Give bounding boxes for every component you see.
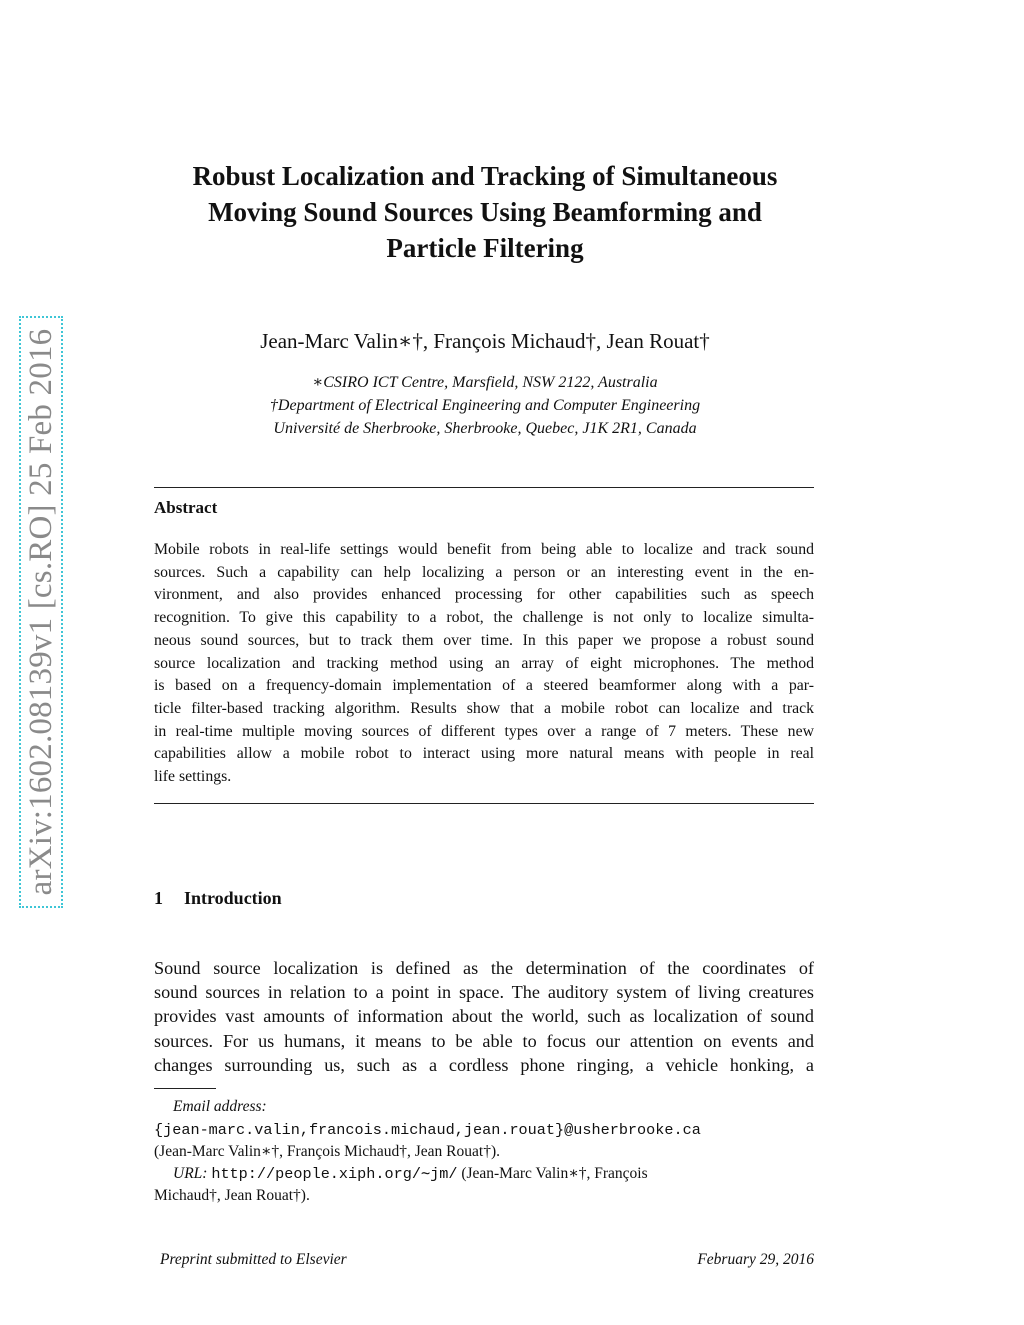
abstract-line: vironment, and also provides enhanced processing for other capabilities such as speech — [154, 586, 814, 604]
abstract-line: capabilities allow a mobile robot to interact using more natural means with people in real — [154, 745, 814, 763]
abstract-line: in real-time multiple moving sources of different types over a range of 7 meters. These new — [154, 722, 814, 740]
title-line: Moving Sound Sources Using Beamforming and — [208, 197, 762, 227]
abstract-top-rule — [154, 487, 814, 488]
title-line: Particle Filtering — [386, 233, 584, 263]
affiliations — [150, 371, 820, 440]
arxiv-identifier-stamp: arXiv:1602.08139v1 [cs.RO] 25 Feb 2016 — [19, 316, 63, 908]
footnote-email — [154, 1119, 824, 1142]
abstract-line: life settings. — [154, 768, 232, 786]
abstract-bottom-rule — [154, 803, 814, 804]
url-label: URL: — [173, 1165, 208, 1182]
email-label: Email address: — [173, 1098, 267, 1115]
url-owners: (Jean-Marc Valin∗†, François — [461, 1165, 648, 1182]
title-line: Robust Localization and Tracking of Simultaneous — [192, 161, 778, 191]
email-address: {jean-marc.valin,francois.michaud,jean.rouat}@usherbrooke.ca — [154, 1121, 701, 1139]
intro-line: sources. For us humans, it means to be able to focus our attention on events and — [154, 1030, 814, 1051]
abstract-line: is based on a frequency-domain implementation of a steered beamformer along with a par- — [154, 677, 814, 695]
intro-line: provides vast amounts of information about the world, such as localization of sound — [154, 1006, 814, 1027]
affiliation-line: ∗CSIRO ICT Centre, Marsfield, NSW 2122, Australia — [312, 374, 658, 391]
affiliation-line: Université de Sherbrooke, Sherbrooke, Quebec, J1K 2R1, Canada — [273, 420, 697, 437]
footnote-email-label — [154, 1096, 843, 1119]
intro-line: Sound source localization is defined as the determination of the coordinates of — [154, 958, 814, 978]
abstract-line: recognition. To give this capability to a robot, the challenge is not only to localize simulta- — [154, 609, 814, 627]
abstract-line: sources. Such a capability can help localizing a person or an interesting event in the en- — [154, 563, 814, 581]
url-link[interactable]: http://people.xiph.org/∼jm/ — [211, 1165, 458, 1183]
abstract-body — [154, 539, 814, 789]
intro-line: changes surrounding us, such as a cordless phone ringing, a vehicle honking, a — [154, 1054, 814, 1075]
paper-title — [150, 158, 820, 266]
abstract-heading: Abstract — [154, 498, 218, 517]
footer-journal: Preprint submitted to Elsevier — [160, 1251, 347, 1268]
footnote-url-owners-cont: Michaud†, Jean Rouat†). — [154, 1187, 310, 1204]
footer-date: February 29, 2016 — [697, 1251, 814, 1268]
footnote-email-owners: (Jean-Marc Valin∗†, François Michaud†, Jean Rouat†). — [154, 1143, 500, 1160]
abstract-line: ticle filter-based tracking algorithm. Results show that a mobile robot can localize and track — [154, 699, 814, 717]
section-title: Introduction — [184, 888, 282, 908]
section-number: 1 — [154, 888, 163, 908]
intro-line: sound sources in relation to a point in space. The auditory system of living creatures — [154, 982, 814, 1003]
abstract-line: Mobile robots in real-life settings would benefit from being able to localize and track sound — [154, 541, 814, 558]
affiliation-line: †Department of Electrical Engineering and Computer Engineering — [269, 397, 701, 414]
introduction-body — [154, 956, 814, 1077]
abstract-line: source localization and tracking method using an array of eight microphones. The method — [154, 654, 814, 672]
section-heading — [154, 888, 282, 909]
footnote-url — [154, 1163, 843, 1186]
author-list: Jean-Marc Valin∗†, François Michaud†, Jean Rouat† — [260, 329, 710, 353]
footnote-rule — [154, 1088, 216, 1089]
abstract-line: neous sound sources, but to track them over time. In this paper we propose a robust sound — [154, 631, 814, 649]
